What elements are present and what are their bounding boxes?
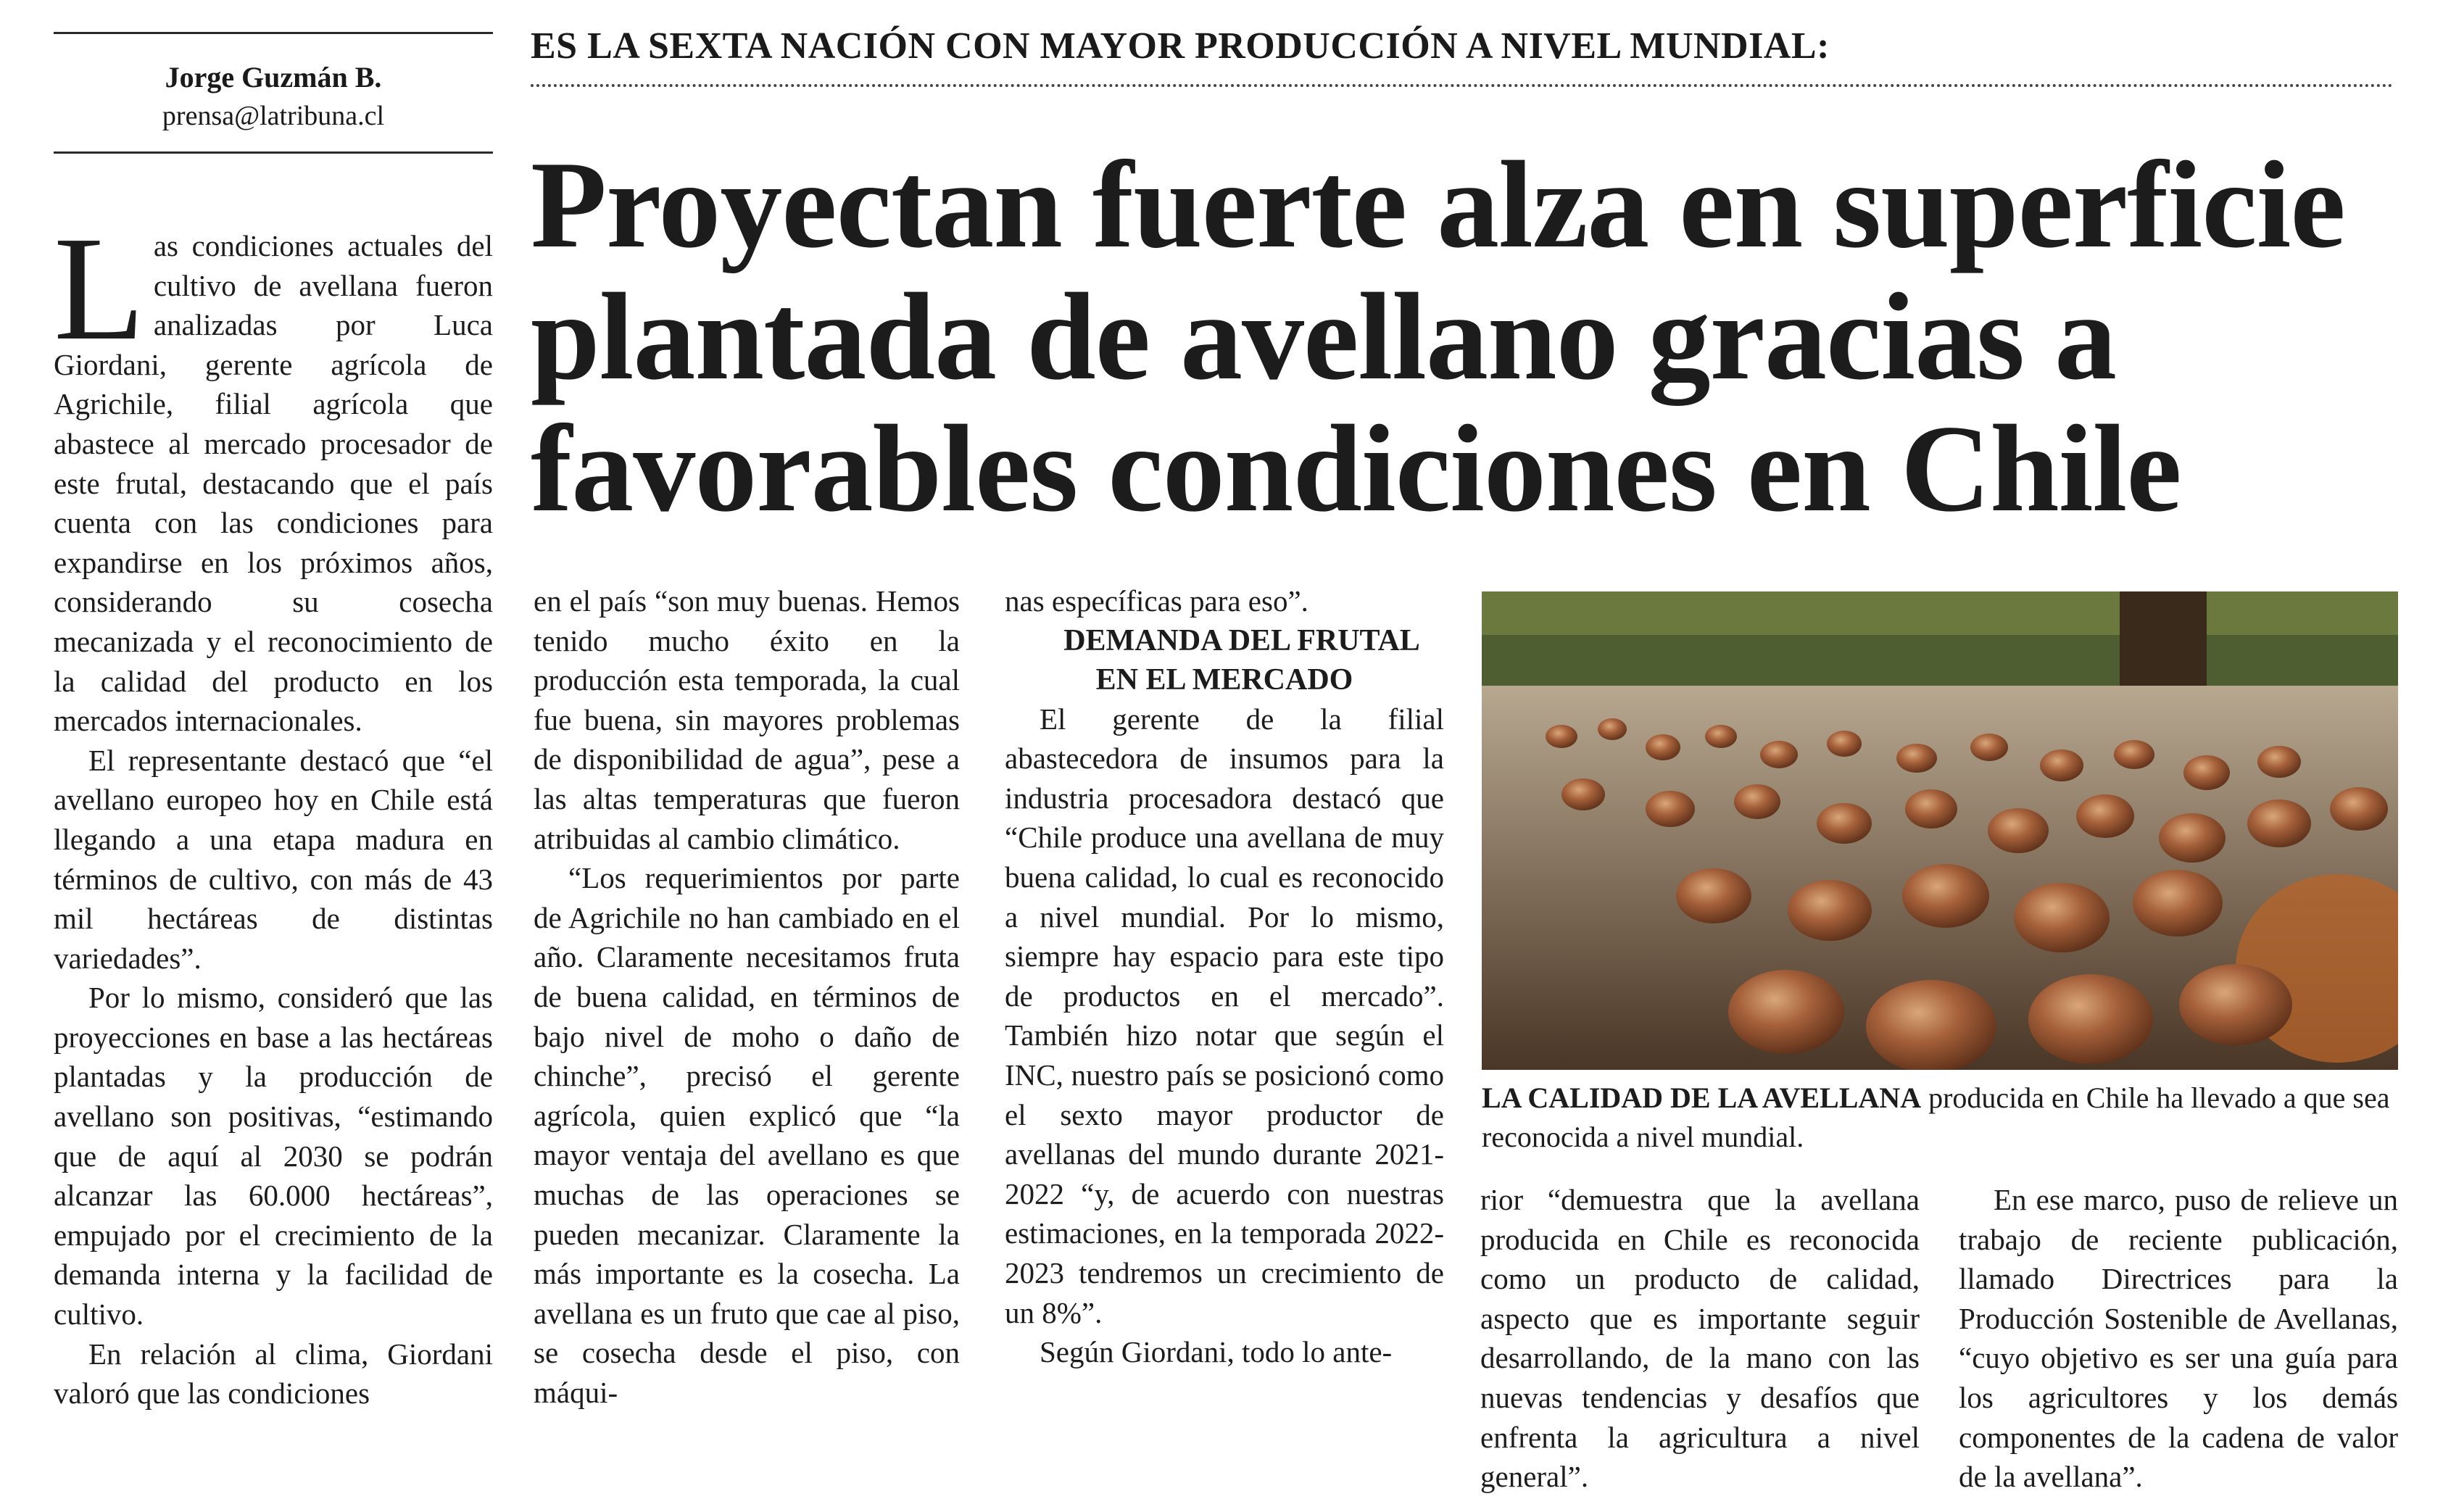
author-name: Jorge Guzmán B. — [165, 61, 382, 94]
headline-line-3: favorables condiciones en Chile — [531, 400, 2181, 538]
paragraph: rior “demuestra que la avellana producida en Chile es reconocida como un producto de calidad, aspecto que es importante seguir desarrollando, de la mano con las nuevas tendencias y desafíos que enfrenta la agricultura a nivel general”. — [1480, 1183, 1920, 1494]
hazelnut-photo — [1482, 591, 2398, 1070]
paragraph: El representante destacó que “el avellano europeo hoy en Chile está llegando a una etapa madura en términos de cultivo, con más de 43 mil hectáreas de distintas variedades”. — [54, 743, 493, 975]
author-email[interactable]: prensa@latribuna.cl — [162, 101, 385, 131]
article-column-1 — [54, 205, 493, 1413]
article-column-3 — [1005, 581, 1444, 1372]
paragraph: Por lo mismo, consideró que las proyecciones en base a las hectáreas plantadas y la producción de avellano son positivas, “estimando que de aquí al 2030 se podrán alcanzar las 60.000 hectáreas”, empujado por el crecimiento de la demanda interna y la facilidad de cultivo. — [54, 981, 493, 1332]
caption-lead: LA CALIDAD DE LA AVELLANA — [1482, 1081, 1922, 1114]
paragraph: En ese marco, puso de relieve un trabajo de reciente publicación, llamado Directrices para la Producción Sostenible de Avellanas, “cuyo objetivo es ser una guía para los agricultores y los demás componentes de la cadena de valor de la avellana”. — [1959, 1183, 2398, 1494]
hazelnut-photo-illustration — [1482, 591, 2398, 1070]
paragraph: El gerente de la filial abastecedora de insumos para la industria procesadora destacó que “Chile produce una avellana de muy buena calidad, lo cual es reconocido a nivel mundial. Por lo mismo, siempre hay espacio para este tipo de productos en el mercado”. También hizo notar que según el INC, nuestro país se posicionó como el sexto mayor productor de avellanas del mundo durante 2021-2022 “y, de acuerdo con nuestras estimaciones, en la temporada 2022-2023 tendremos un crecimiento de un 8%”. — [1005, 702, 1444, 1329]
drop-cap: L — [54, 205, 145, 371]
paragraph: Según Giordani, todo lo ante- — [1040, 1335, 1393, 1369]
headline — [531, 136, 2401, 538]
headline-line-2: plantada de avellano gracias a — [531, 268, 2117, 406]
paragraph: Las condiciones actuales del cultivo de avellana fueron analizadas por Luca Giordani, gerente agrícola de Agrichile, filial agrícola que abastece al mercado procesador de este frutal, destacando que el país cuenta con las condiciones para expandirse en los próximos años, considerando su cosecha mecanizada y el reconocimiento de la calidad del producto en los mercados internacionales. — [54, 205, 493, 738]
section-subhead: DEMANDA DEL FRUTAL EN EL MERCADO — [1063, 623, 1420, 697]
byline — [54, 32, 493, 154]
paragraph: “Los requerimientos por parte de Agrichile no han cambiado en el año. Claramente necesitamos fruta de buena calidad, en términos de bajo nivel de moho o daño de chinche”, precisó el gerente agrícola, quien explicó que “la mayor ventaja del avellano es que muchas de las operaciones se pueden mecanizar. Claramente la más importante es la cosecha. La avellana es un fruto que cae al piso, se cosecha desde el piso, con máqui- — [534, 861, 960, 1409]
article-column-2 — [534, 581, 960, 1412]
paragraph: en el país “son muy buenas. Hemos tenido mucho éxito en la producción esta temporada, la cual fue buena, sin mayores problemas de disponibilidad de agua”, pese a las altas temperaturas que fueron atribuidas al cambio climático. — [534, 584, 960, 855]
article-column-4 — [1480, 1180, 1920, 1497]
photo-caption — [1482, 1079, 2401, 1157]
caption-text: producida en Chile ha llevado a que sea reconocida a nivel mundial. — [1482, 1081, 2390, 1153]
headline-line-1: Proyectan fuerte alza en superficie — [531, 136, 2345, 274]
paragraph: nas específicas para eso”. — [1005, 584, 1308, 618]
kicker: ES LA SEXTA NACIÓN CON MAYOR PRODUCCIÓN A NIVEL MUNDIAL: — [531, 25, 2394, 87]
article-column-5 — [1959, 1180, 2398, 1497]
paragraph: En relación al clima, Giordani valoró que las condiciones — [54, 1337, 493, 1411]
